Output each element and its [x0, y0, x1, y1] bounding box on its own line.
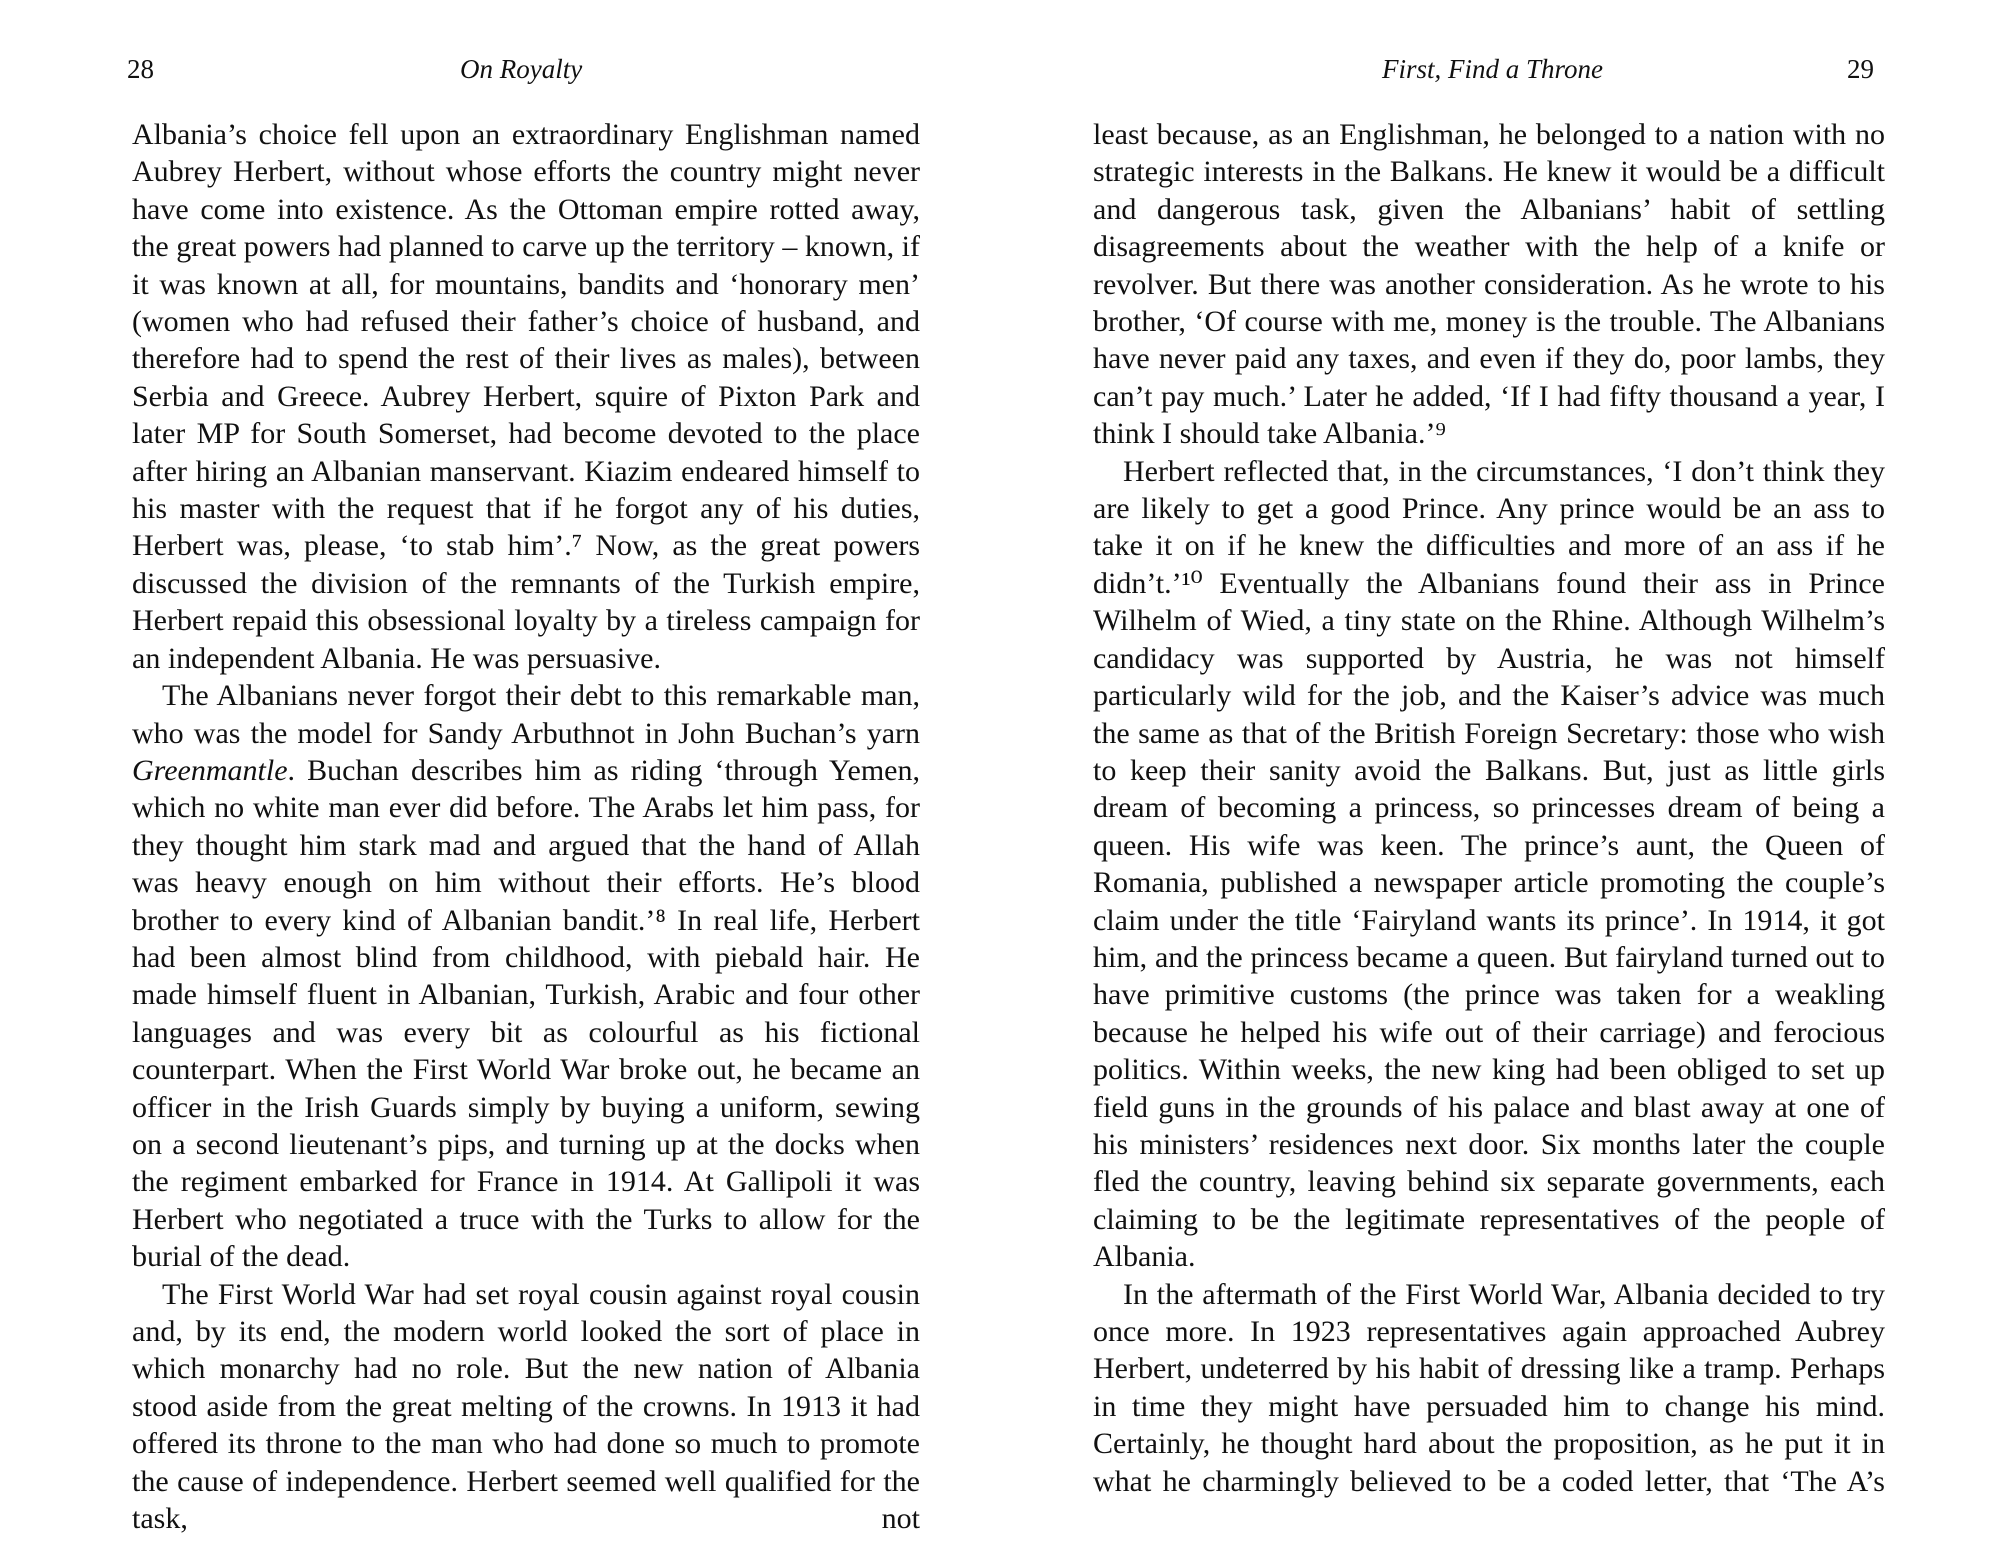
paragraph: Albania’s choice fell upon an extraordinary Englishman named Aubrey Herbert, without whose efforts the country might never have come into existence. As the Ottoman empire rotted away, the great powers had planned to carve up the territory – known, if it was known at all, for mountains, bandits and ‘honorary men’ (women who had refused their father’s choice of husband, and therefore had to spend the rest of their lives as males), between Serbia and Greece. Aubrey Herbert, squire of Pixton Park and later MP for South Somerset, had become devoted to the place after hiring an Albanian manservant. Kiazim endeared himself to his master with the request that if he forgot any of his duties, Herbert was, please, ‘to stab him’.⁷ Now, as the great powers discussed the division of the remnants of the Turkish empire, Herbert repaid this obsessional loyalty by a tireless campaign for an independent Albania. He was persuasive.	[132, 118, 920, 675]
paragraph: Herbert reflected that, in the circumstances, ‘I don’t think they are likely to get a good Prince. Any prince would be an ass to take it on if he knew the difficulties and more of an ass if he didn’t.’¹⁰ Eventually the Albanians found their ass in Prince Wilhelm of Wied, a tiny state on the Rhine. Although Wilhelm’s candidacy was supported by Austria, he was not himself particularly wild for the job, and the Kaiser’s advice was much the same as that of the British Foreign Secretary: those who wish to keep their sanity avoid the Balkans. But, just as little girls dream of becoming a princess, so princesses dream of being a queen. His wife was keen. The prince’s aunt, the Queen of Romania, published a newspaper article promoting the couple’s claim under the title ‘Fairyland wants its prince’. In 1914, it got him, and the princess became a queen. But fairyland turned out to have primitive customs (the prince was taken for a weakling because he helped his wife out of their carriage) and ferocious politics. Within weeks, the new king had been obliged to set up field guns in the grounds of his palace and blast away at one of his ministers’ residences next door. Six months later the couple fled the country, leaving behind six separate governments, each claiming to be the legitimate representatives of the people of Albania.	[1093, 454, 1885, 1274]
paragraph-text: The Albanians never forgot their debt to this remarkable man, who was the model for Sandy Arbuthnot in John Buchan’s yarn	[132, 679, 920, 750]
running-head: First, Find a Throne	[1382, 54, 1604, 84]
paragraph: In the aftermath of the First World War, Albania decided to try once more. In 1923 representatives again approached Aubrey Herbert, undeterred by his habit of dressing like a tramp. Perhaps in time they might have persuaded him to change his mind. Certainly, he thought hard about the proposition, as he put it in what he charmingly believed to be a coded letter, that ‘The A’s	[1093, 1277, 1885, 1498]
right-page	[1000, 0, 2000, 1558]
body-text	[132, 116, 920, 1537]
page-number: 28	[127, 54, 154, 84]
book-title: Greenmantle	[132, 753, 288, 787]
paragraph: least because, as an Englishman, he belonged to a nation with no strategic interests in the Balkans. He knew it would be a difficult and dangerous task, given the Albanians’ habit of settling disagreements about the weather with the help of a knife or revolver. But there was another consideration. As he wrote to his brother, ‘Of course with me, money is the trouble. The Albanians have never paid any taxes, and even if they do, poor lambs, they can’t pay much.’ Later he added, ‘If I had fifty thousand a year, I think I should take Albania.’⁹	[1093, 118, 1885, 451]
paragraph	[132, 677, 920, 1276]
paragraph: The First World War had set royal cousin against royal cousin and, by its end, the modern world looked the sort of place in which monarchy had no role. But the new nation of Albania stood aside from the great melting of the crowns. In 1913 it had offered its throne to the man who had done so much to promote the cause of independence. Herbert seemed well qualified for the task, not	[132, 1277, 920, 1536]
body-text	[1093, 116, 1885, 1500]
paragraph-text: . Buchan describes him as riding ‘through Yemen, which no white man ever did before. The Arabs let him pass, for they thought him stark mad and argued that the hand of Allah was heavy enough on him without their efforts. He’s blood brother to every kind of Albanian bandit.’⁸ In real life, Herbert had been almost blind from childhood, with piebald hair. He made himself fluent in Albanian, Turkish, Arabic and four other languages and was every bit as colourful as his fictional counterpart. When the First World War broke out, he became an officer in the Irish Guards simply by buying a uniform, sewing on a second lieutenant’s pips, and turning up at the docks when the regiment embarked for France in 1914. At Gallipoli it was Herbert who negotiated a truce with the Turks to allow for the burial of the dead.	[132, 753, 920, 1274]
running-head: On Royalty	[460, 54, 583, 84]
page-number: 29	[1847, 54, 1874, 84]
